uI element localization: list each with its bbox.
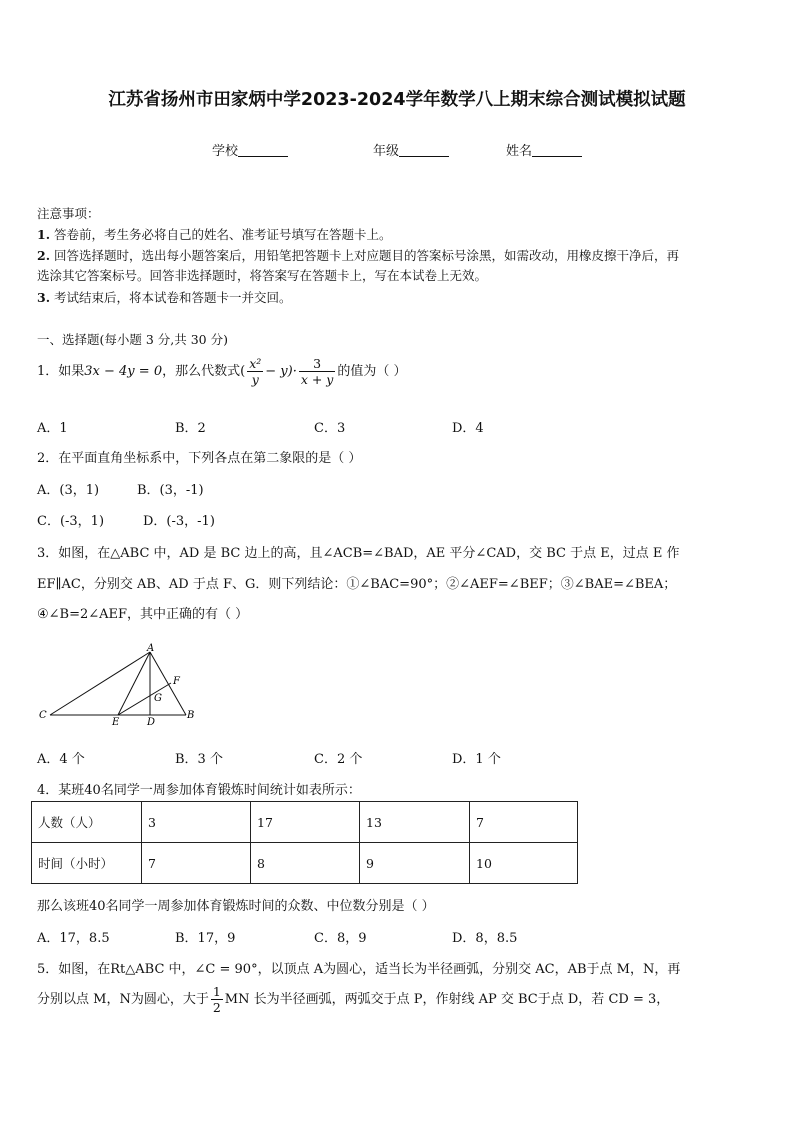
note-2-number: 2.: [37, 248, 51, 263]
table-cell: 7: [142, 843, 251, 884]
note-2: [37, 246, 679, 264]
segment-ab: [150, 652, 186, 715]
label-e: E: [112, 717, 120, 728]
q2-option-a: A．(3，1): [37, 483, 100, 498]
question-4-followup: 那么该班40名同学一周参加体育锻炼时间的众数、中位数分别是（ ）: [37, 899, 435, 914]
note-3: [37, 288, 292, 306]
q5-line-2-end: MN 长为半径画弧，两弧交于点 P，作射线 AP 交 BC于点 D，若 CD = 3，: [224, 992, 670, 1007]
table-cell: 9: [360, 843, 470, 884]
table-cell: 17: [251, 802, 360, 843]
note-1: [37, 225, 392, 243]
table-cell: 13: [360, 802, 470, 843]
question-3-line-2: EF∥AC，分别交 AB、AD 于点 F、G．则下列结论：①∠BAC=90°；②∠AEF=∠BEF；③∠BAE=∠BEA；: [37, 577, 677, 592]
q1-condition: 3x − 4y = 0: [84, 364, 163, 379]
label-a: A: [147, 643, 155, 654]
table-cell: 人数（人）: [32, 802, 142, 843]
q3-option-b: B．3 个: [175, 752, 223, 767]
q1-frac1-den: y: [251, 372, 259, 387]
q1-open-paren: (: [240, 364, 246, 379]
q1-frac2-num: 3: [299, 356, 336, 372]
table-row: [32, 843, 578, 884]
school-label: 学校: [212, 144, 239, 159]
q1-suffix: 的值为（ ）: [337, 364, 407, 379]
q4-option-d: D．8，8.5: [452, 931, 518, 946]
q1-option-a: A．1: [37, 421, 68, 436]
note-1-text: 答卷前，考生务必将自己的姓名、准考证号填写在答题卡上。: [54, 227, 392, 242]
q2-option-c: C．(-3，1): [37, 514, 105, 529]
segment-ca: [50, 652, 150, 715]
q4-option-a: A．17，8.5: [37, 931, 110, 946]
q1-option-b: B．2: [175, 421, 206, 436]
page-title: 江苏省扬州市田家炳中学2023-2024学年数学八上期末综合测试模拟试题: [108, 90, 686, 110]
label-f: F: [173, 676, 180, 687]
section-heading: 一、选择题(每小题 3 分,共 30 分): [37, 332, 228, 347]
question-5-line-1: 5．如图，在Rt△ABC 中，∠C = 90°，以顶点 A为圆心，适当长为半径画弧，分别交 AC，AB于点 M，N，再: [37, 962, 681, 977]
table-cell: 时间（小时）: [32, 843, 142, 884]
label-b: B: [187, 710, 195, 721]
q1-frac2-den: x + y: [300, 372, 334, 387]
question-4: 4．某班40名同学一周参加体育锻炼时间统计如表所示：: [37, 783, 361, 798]
name-blank: [532, 144, 582, 157]
grade-label: 年级: [373, 144, 400, 159]
exercise-time-table: [31, 801, 578, 884]
q1-mid: ，那么代数式: [162, 364, 241, 379]
q5-half-num: 1: [212, 984, 221, 999]
question-1: [37, 356, 407, 387]
school-field: [212, 140, 288, 159]
question-3-line-1: 3．如图，在△ABC 中，AD 是 BC 边上的高，且∠ACB=∠BAD，AE 平分∠CAD，交 BC 于点 E，过点 E 作: [37, 546, 680, 561]
q1-frac1-num: x²: [249, 356, 262, 371]
q4-option-b: B．17，9: [175, 931, 236, 946]
q1-option-d: D．4: [452, 421, 484, 436]
note-1-number: 1.: [37, 227, 51, 242]
q5-line-2-start: 分别以点 M，N为圆心，大于: [37, 992, 209, 1007]
table-cell: 7: [470, 802, 578, 843]
table-row: [32, 802, 578, 843]
note-2-text: 回答选择题时，选出每小题答案后，用铅笔把答题卡上对应题目的答案标号涂黑，如需改动，用橡皮擦干净后，再: [54, 248, 680, 263]
q1-fraction-2: [299, 356, 336, 387]
q3-option-d: D．1 个: [452, 752, 501, 767]
q1-prefix: 1．如果: [37, 364, 85, 379]
q5-half-fraction: [211, 984, 223, 1015]
notes-heading: 注意事项：: [37, 206, 100, 221]
school-blank: [238, 144, 288, 157]
triangle-figure: [36, 643, 206, 728]
q2-option-d: D．(-3，-1): [143, 514, 215, 529]
question-3-line-3: ④∠B=2∠AEF，其中正确的有（ ）: [37, 607, 249, 622]
q2-option-b: B．(3，-1): [137, 483, 204, 498]
q3-option-c: C．2 个: [314, 752, 363, 767]
question-5-line-2: [37, 984, 669, 1015]
q1-minus-y: − y)·: [265, 364, 297, 379]
q1-fraction-1: [247, 356, 263, 387]
table-cell: 8: [251, 843, 360, 884]
q5-half-den: 2: [212, 1000, 221, 1015]
note-2-cont: 选涂其它答案标号。回答非选择题时，将答案写在答题卡上，写在本试卷上无效。: [37, 268, 488, 283]
name-label: 姓名: [506, 144, 533, 159]
q4-option-c: C．8，9: [314, 931, 367, 946]
note-3-text: 考试结束后，将本试卷和答题卡一并交回。: [54, 290, 292, 305]
label-c: C: [39, 710, 47, 721]
note-3-number: 3.: [37, 290, 51, 305]
grade-field: [373, 140, 449, 159]
label-g: G: [154, 693, 162, 704]
grade-blank: [399, 144, 449, 157]
question-2: 2．在平面直角坐标系中，下列各点在第二象限的是（ ）: [37, 451, 362, 466]
label-d: D: [147, 717, 156, 728]
q1-option-c: C．3: [314, 421, 346, 436]
name-field: [506, 140, 582, 159]
q3-option-a: A．4 个: [37, 752, 85, 767]
table-cell: 10: [470, 843, 578, 884]
table-cell: 3: [142, 802, 251, 843]
